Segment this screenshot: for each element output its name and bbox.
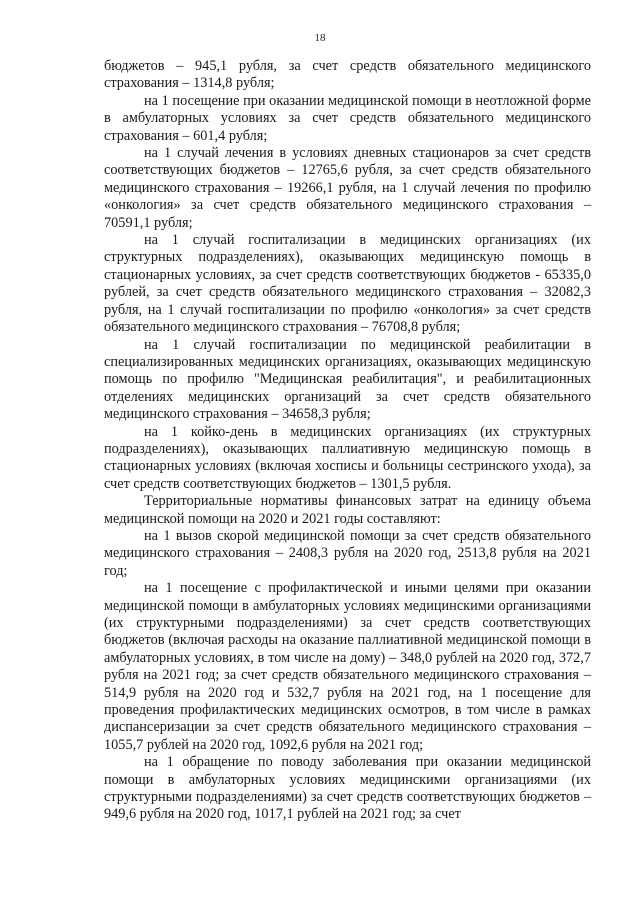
- paragraph-ambulance-call-cost: на 1 вызов скорой медицинской помощи за счет средств обязательного медицинского страхования – 2408,3 рубля на 2020 год, 2513,8 рубля на 2021 год;: [104, 527, 591, 579]
- paragraph-day-hospital-cost: на 1 случай лечения в условиях дневных стационаров за счет средств соответствующих бюджетов – 12765,6 рубля, за счет средств обязательного медицинского страхования – 19266,1 рубля, на 1 случай лечения по профилю «онкология» за счет средств обязательного медицинского страхования – 70591,1 рубля;: [104, 145, 591, 231]
- paragraph-preventive-visit-cost: на 1 посещение с профилактической и иными целями при оказании медицинской помощи в амбулаторных условиях медицинскими организациями (их структурными подразделениями) за счет средств соответствующих бюджетов (включая расходы на оказание паллиативной медицинской помощи в амбулаторных условиях, в том числе на дому) – 348,0 рублей на 2020 год, 372,7 рубля на 2021 год; за счет средств обязательного медицинского страхования – 514,9 рубля на 2020 год и 532,7 рубля на 2021 год, на 1 посещение для проведения профилактических медицинских осмотров, в том числе в рамках диспансеризации за счет средств обязательного медицинского страхования – 1055,7 рублей на 2020 год, 1092,6 рубля на 2021 год;: [104, 580, 591, 753]
- page-number: 18: [314, 32, 326, 44]
- paragraph-urgent-visit-cost: на 1 посещение при оказании медицинской помощи в неотложной форме в амбулаторных условиях за счет средств обязательного медицинского страхования – 601,4 рубля;: [104, 92, 591, 144]
- paragraph-hospitalization-cost: на 1 случай госпитализации в медицинских организациях (их структурных подразделениях), оказывающих медицинскую помощь в стационарных условиях, за счет средств соответствующих бюджетов - 65335,0 рублей, за счет средств обязательного медицинского страхования – 32082,3 рубля, на 1 случай госпитализации по профилю «онкология» за счет средств обязательного медицинского страхования – 76708,8 рубля;: [104, 232, 591, 336]
- paragraph-bed-day-cost: на 1 койко-день в медицинских организациях (их структурных подразделениях), оказывающих паллиативную медицинскую помощь в стационарных условиях (включая хосписы и больницы сестринского ухода), за счет средств соответствующих бюджетов – 1301,5 рубля.: [104, 423, 591, 492]
- paragraph-disease-appeal-cost: на 1 обращение по поводу заболевания при оказании медицинской помощи в амбулаторных условиях медицинскими организациями (их структурными подразделениями) за счет средств соответствующих бюджетов – 949,6 рубля на 2020 год, 1017,1 рублей на 2021 год; за счет: [104, 754, 591, 823]
- body-text: [104, 58, 591, 824]
- paragraph-rehabilitation-cost: на 1 случай госпитализации по медицинской реабилитации в специализированных медицинских организациях, оказывающих медицинскую помощь по профилю "Медицинская реабилитация", и реабилитационных отделениях медицинских организаций за счет средств обязательного медицинского страхования – 34658,3 рубля;: [104, 336, 591, 423]
- paragraph-continuation: бюджетов – 945,1 рубля, за счет средств обязательного медицинского страхования – 1314,8 рубля;: [104, 58, 591, 92]
- paragraph-norms-intro: Территориальные нормативы финансовых затрат на единицу объема медицинской помощи на 2020 и 2021 годы составляют:: [104, 493, 591, 527]
